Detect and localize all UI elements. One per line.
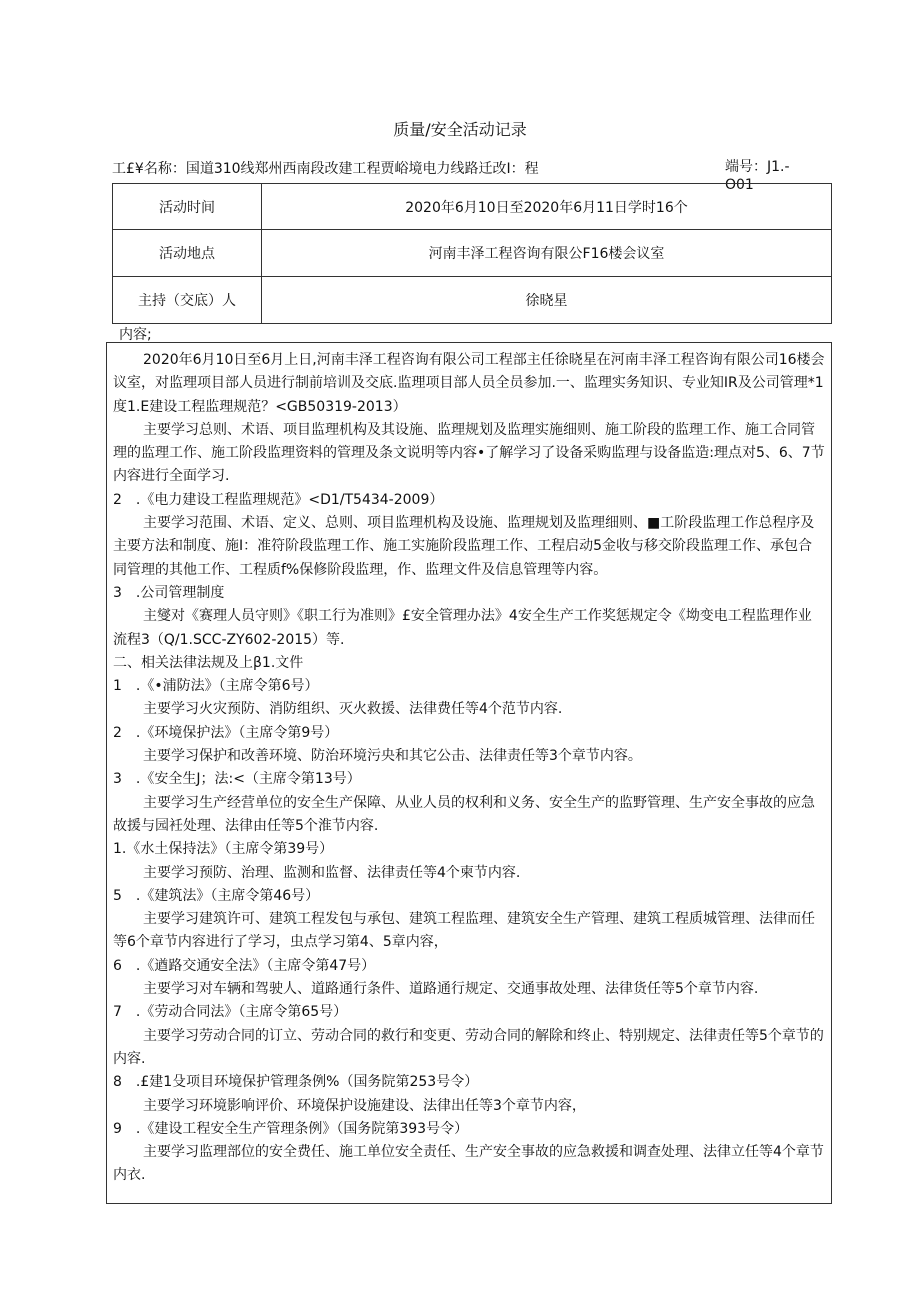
time-label: 活动时间 bbox=[113, 184, 262, 230]
content-paragraph: 2 .《环境保护法》（主席令第9号） bbox=[113, 724, 339, 741]
content-paragraph: 主要学习总则、术语、项目监理机构及其设施、监理规划及监理实施细则、施工阶段的监理工作、施工合同管理的监理工作、施工阶段监理资料的管理及条文说明等内容•了解学习了设备采购监理与设备监造:理点对5、6、7节内容进行全面学习. bbox=[113, 421, 825, 485]
content-paragraph: 2 .《电力建设工程监理规范》<D1/T5434-2009） bbox=[113, 491, 444, 508]
table-row bbox=[113, 230, 832, 277]
content-box bbox=[106, 342, 832, 1204]
content-paragraph: 主要学习建筑许可、建筑工程发包与承包、建筑工程监理、建筑安全生产管理、建筑工程质城管理、法律而任等6个章节内容进行了学习，虫点学习第4、5章内容， bbox=[113, 911, 815, 951]
content-paragraph: 1.《水土保持法》（主席令第39号） bbox=[113, 841, 334, 858]
host-label: 主持（交底）人 bbox=[113, 277, 262, 324]
content-paragraph: 主要学习对车辆和驾驶人、道路通行条件、道路通行规定、交通事故处理、法律货任等5个章节内容. bbox=[143, 981, 759, 998]
content-paragraph: 主燮对《赛理人员守则》《职工行为准则》£安全管理办法》4安全生产工作奖惩规定令《坳变电工程监理作业流程3（Q/1.SCC-ZY602-2015）等. bbox=[113, 608, 812, 648]
content-paragraph: 主要学习环境影响评价、环境保护设施建设、法律出任等3个章节内容， bbox=[143, 1097, 586, 1114]
content-paragraph: 主要学习预防、治理、监测和监督、法律责任等4个柬节内容. bbox=[143, 864, 521, 881]
location-label: 活动地点 bbox=[113, 230, 262, 277]
content-paragraph: 7 .《劳动合同法》（主席令第65号） bbox=[113, 1004, 348, 1021]
content-paragraph: 主要学习火灾预防、消防组织、灭火救援、法律费任等4个范节内容. bbox=[143, 701, 563, 718]
content-paragraph: 二、相关法律法规及上β1.文件 bbox=[113, 654, 304, 671]
page-title: 质量/安全活动记录 bbox=[393, 120, 527, 139]
content-paragraph: 8 .£建1殳项目环境保护管理条例%（国务院第253号令） bbox=[113, 1074, 479, 1091]
content-label: 内容; bbox=[119, 327, 152, 343]
content-paragraph: 1 .《•浦防法》（主席令第6号） bbox=[113, 678, 319, 695]
table-row bbox=[113, 184, 832, 230]
content-paragraph: 3 .《安全生J；法:<（主席令第13号） bbox=[113, 771, 361, 788]
location-value: 河南丰泽工程咨询有限公F16楼会议室 bbox=[262, 230, 832, 277]
content-paragraph: 2020年6月10日至6月上日,河南丰泽工程咨询有限公司工程部主任徐晓星在河南丰泽工程咨询有限公司16楼会议室，对监理项目部人员进行制前培训及交底.监理项目部人员全员参加.一、监理实务知识、专业知IR及公司管理*1度1.E建设工程监理规范？<GB50319-2013） bbox=[113, 352, 825, 415]
content-paragraph: 主要学习劳动合同的订立、劳动合同的救行和变更、劳动合同的解除和终止、特别规定、法律责任等5个章节的内容. bbox=[113, 1027, 824, 1067]
content-paragraph: 主要学习监理部位的安全费任、施工单位安全责任、生产安全事故的应急救援和调查处理、法律立任等4个章节内衣. bbox=[113, 1144, 824, 1184]
table-row bbox=[113, 277, 832, 324]
host-value: 徐晓星 bbox=[262, 277, 832, 324]
content-paragraph: 5 .《建筑法》（主席令第46号） bbox=[113, 887, 320, 904]
project-name: 工£¥名称：国道310线郑州西南段改建工程贾峪境电力线路迁改I：程 bbox=[112, 161, 539, 177]
content-paragraph: 3 .公司管理制度 bbox=[113, 584, 225, 601]
content-paragraph: 主要学习生产经营单位的安全生产保障、从业人员的权利和义务、安全生产的监野管理、生产安全事故的应急故援与园衽处理、法律由任等5个淮节内容. bbox=[113, 794, 815, 834]
content-paragraph: 9 .《建设工程安全生产管理条例》（国务院第393号令） bbox=[113, 1120, 469, 1137]
time-value: 2020年6月10日至2020年6月11日学时16个 bbox=[262, 184, 832, 230]
content-paragraph: 6 .《遒路交通安全法》（主席令第47号） bbox=[113, 957, 376, 974]
content-paragraph: 主要学习范围、术语、定义、总则、项目监理机构及设施、监理规划及监理细则、■工阶段监理工作总程序及主要方法和制度、施I：准符阶段监理工作、施工实施阶段监理工作、工程启动5金收与移交阶段监理工作、承包合同管理的其他工作、工程质f%保修阶段监理，作、监理文件及信息管理等内容。 bbox=[113, 515, 815, 578]
record-number: 端号：J1.-O01 bbox=[725, 159, 790, 193]
content-paragraph: 主要学习保护和改善环境、防治环境污央和其它公击、法律责任等3个章节内容。 bbox=[143, 748, 642, 765]
info-table bbox=[112, 183, 832, 324]
